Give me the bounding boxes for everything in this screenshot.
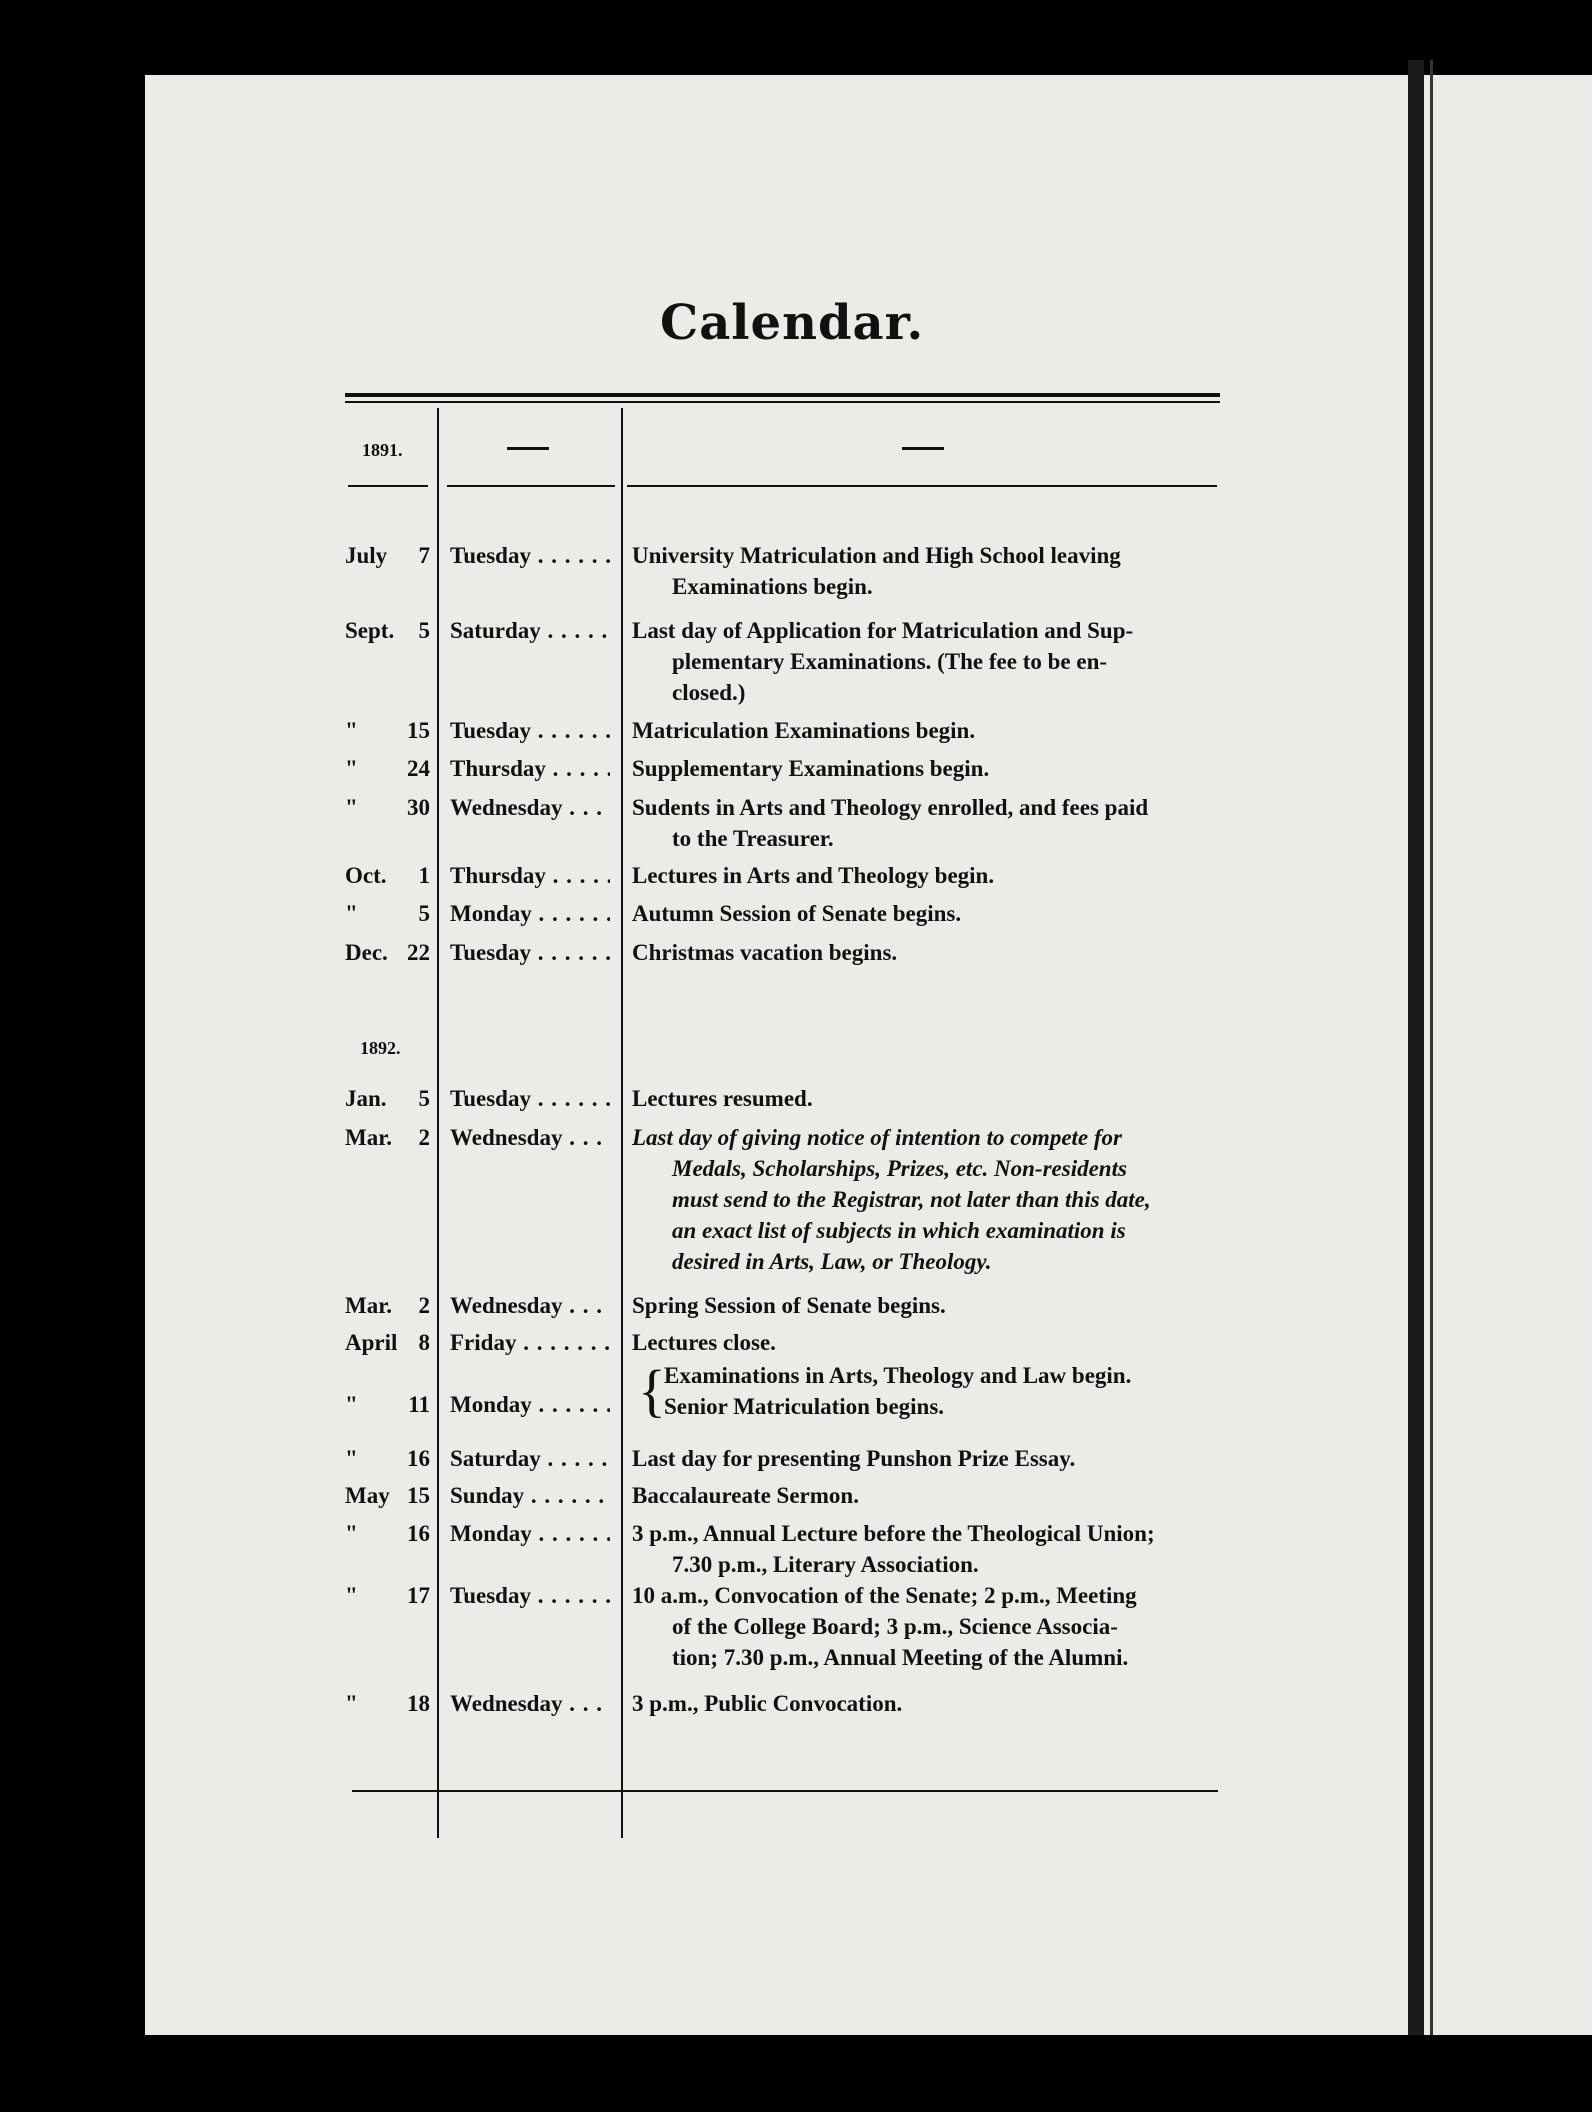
header-rule-left bbox=[348, 485, 428, 487]
entry-date bbox=[345, 753, 430, 784]
entry-month: Sept. bbox=[345, 618, 395, 643]
binding-gutter bbox=[1408, 60, 1424, 2035]
entry-day-number: 22 bbox=[407, 940, 430, 965]
entry-day-number: 30 bbox=[407, 795, 430, 820]
entry-month: Mar. bbox=[345, 1125, 393, 1150]
entry-weekday: Thursday . . . bbox=[450, 753, 610, 784]
entry-description bbox=[632, 860, 1230, 891]
entry-weekday: Wednesday . . . bbox=[450, 792, 610, 823]
entry-month: Dec. bbox=[345, 940, 388, 965]
entry-description bbox=[632, 1688, 1230, 1719]
header-rule-right bbox=[627, 485, 1217, 487]
entry-weekday: Thursday . . . bbox=[450, 860, 610, 891]
entry-description bbox=[632, 937, 1230, 968]
year-header-1892: 1892. bbox=[360, 1038, 401, 1058]
brace-glyph: { bbox=[638, 1358, 666, 1423]
header-dash-event bbox=[902, 447, 944, 450]
description-line: desired in Arts, Law, or Theology. bbox=[672, 1249, 992, 1274]
description-line: Matriculation Examinations begin. bbox=[632, 718, 976, 743]
entry-day-number: 15 bbox=[407, 1483, 430, 1508]
entry-day-number: 8 bbox=[418, 1330, 430, 1355]
entry-date bbox=[345, 1290, 430, 1321]
entry-weekday: Saturday . . . bbox=[450, 615, 610, 646]
description-line: Last day for presenting Punshon Prize Essay. bbox=[632, 1446, 1076, 1471]
description-line: Sudents in Arts and Theology enrolled, and fees paid bbox=[632, 795, 1149, 820]
description-line: Supplementary Examinations begin. bbox=[632, 756, 990, 781]
entry-month: July bbox=[345, 543, 388, 568]
entry-day-number: 2 bbox=[418, 1293, 430, 1318]
description-line: Senior Matriculation begins. bbox=[664, 1394, 945, 1419]
header-rule-mid bbox=[447, 485, 615, 487]
entry-description bbox=[632, 715, 1230, 746]
top-rule-thick bbox=[345, 393, 1220, 397]
entry-month: " bbox=[345, 756, 358, 781]
entry-description bbox=[632, 1580, 1230, 1673]
entry-description bbox=[632, 753, 1230, 784]
entry-date bbox=[345, 540, 430, 571]
description-line: Baccalaureate Sermon. bbox=[632, 1483, 859, 1508]
entry-weekday: Monday . . . bbox=[450, 898, 610, 929]
binding-edge bbox=[1430, 60, 1433, 2035]
entry-description bbox=[632, 1290, 1230, 1321]
entry-day-number: 1 bbox=[418, 863, 430, 888]
entry-month: " bbox=[345, 1521, 358, 1546]
entry-month: April bbox=[345, 1330, 398, 1355]
entry-weekday: Wednesday . . . bbox=[450, 1122, 610, 1153]
entry-day-number: 15 bbox=[407, 718, 430, 743]
entry-month: Jan. bbox=[345, 1086, 387, 1111]
description-line: an exact list of subjects in which examination is bbox=[672, 1218, 1126, 1243]
entry-description bbox=[664, 1360, 1230, 1422]
entry-day-number: 5 bbox=[418, 1086, 430, 1111]
entry-date bbox=[345, 1327, 430, 1358]
description-line: must send to the Registrar, not later than this date, bbox=[672, 1187, 1151, 1212]
entry-weekday: Monday . . . bbox=[450, 1518, 610, 1549]
description-line: Autumn Session of Senate begins. bbox=[632, 901, 962, 926]
entry-month: " bbox=[345, 1392, 358, 1417]
description-line: Medals, Scholarships, Prizes, etc. Non-residents bbox=[672, 1156, 1127, 1181]
entry-day-number: 11 bbox=[408, 1392, 430, 1417]
entry-month: " bbox=[345, 901, 358, 926]
entry-weekday: Tuesday . . . bbox=[450, 1580, 610, 1611]
description-line: Last day of giving notice of intention to compete for bbox=[632, 1125, 1122, 1150]
column-rule-2 bbox=[621, 408, 623, 1838]
entry-date bbox=[345, 792, 430, 823]
entry-description bbox=[632, 540, 1230, 602]
column-rule-1 bbox=[437, 408, 439, 1838]
entry-date bbox=[345, 1518, 430, 1549]
entry-weekday: Tuesday . . . bbox=[450, 715, 610, 746]
entry-day-number: 24 bbox=[407, 756, 430, 781]
entry-month: " bbox=[345, 1691, 358, 1716]
entry-description bbox=[632, 1480, 1230, 1511]
entry-day-number: 2 bbox=[418, 1125, 430, 1150]
entry-description bbox=[632, 792, 1230, 854]
entry-date bbox=[345, 1083, 430, 1114]
description-line: University Matriculation and High School leaving bbox=[632, 543, 1121, 568]
description-line: 10 a.m., Convocation of the Senate; 2 p.m., Meeting bbox=[632, 1583, 1137, 1608]
entry-description bbox=[632, 1083, 1230, 1114]
entry-date bbox=[345, 1480, 430, 1511]
entry-date bbox=[345, 898, 430, 929]
bottom-rule bbox=[352, 1790, 1218, 1792]
entry-date bbox=[345, 1443, 430, 1474]
entry-weekday: Monday . . . bbox=[450, 1389, 610, 1420]
description-line: plementary Examinations. (The fee to be en- bbox=[672, 649, 1108, 674]
entry-description bbox=[632, 1518, 1230, 1580]
description-line: 3 p.m., Public Convocation. bbox=[632, 1691, 903, 1716]
description-line: Lectures close. bbox=[632, 1330, 776, 1355]
entry-date bbox=[345, 715, 430, 746]
entry-day-number: 18 bbox=[407, 1691, 430, 1716]
page-title: Calendar. bbox=[660, 295, 925, 351]
entry-day-number: 17 bbox=[407, 1583, 430, 1608]
entry-month: Oct. bbox=[345, 863, 387, 888]
description-line: Lectures in Arts and Theology begin. bbox=[632, 863, 995, 888]
entry-date bbox=[345, 860, 430, 891]
description-line: 3 p.m., Annual Lecture before the Theological Union; bbox=[632, 1521, 1155, 1546]
entry-weekday: Tuesday . . . bbox=[450, 937, 610, 968]
description-line: 7.30 p.m., Literary Association. bbox=[672, 1552, 979, 1577]
entry-date bbox=[345, 1389, 430, 1420]
description-line: Examinations begin. bbox=[672, 574, 873, 599]
entry-month: " bbox=[345, 795, 358, 820]
description-line: Last day of Application for Matriculation and Sup- bbox=[632, 618, 1134, 643]
description-line: of the College Board; 3 p.m., Science Associa- bbox=[672, 1614, 1118, 1639]
entry-description bbox=[632, 1327, 1230, 1358]
entry-weekday: Sunday . . . bbox=[450, 1480, 610, 1511]
entry-weekday: Tuesday . . . bbox=[450, 1083, 610, 1114]
top-rule-thin bbox=[345, 401, 1220, 403]
entry-day-number: 16 bbox=[407, 1446, 430, 1471]
entry-day-number: 7 bbox=[418, 543, 430, 568]
description-line: to the Treasurer. bbox=[672, 826, 834, 851]
description-line: Christmas vacation begins. bbox=[632, 940, 898, 965]
description-line: Examinations in Arts, Theology and Law begin. bbox=[664, 1363, 1132, 1388]
entry-description bbox=[632, 1122, 1230, 1277]
description-line: Spring Session of Senate begins. bbox=[632, 1293, 946, 1318]
entry-month: " bbox=[345, 1583, 358, 1608]
entry-day-number: 5 bbox=[418, 618, 430, 643]
entry-date bbox=[345, 1122, 430, 1153]
entry-description bbox=[632, 1443, 1230, 1474]
entry-weekday: Saturday . . . bbox=[450, 1443, 610, 1474]
entry-day-number: 16 bbox=[407, 1521, 430, 1546]
entry-month: May bbox=[345, 1483, 390, 1508]
entry-description bbox=[632, 898, 1230, 929]
year-header-1891: 1891. bbox=[362, 440, 403, 460]
header-dash-day bbox=[507, 447, 549, 450]
entry-weekday: Tuesday . . . bbox=[450, 540, 610, 571]
entry-month: Mar. bbox=[345, 1293, 393, 1318]
entry-date bbox=[345, 1580, 430, 1611]
entry-date bbox=[345, 1688, 430, 1719]
entry-date bbox=[345, 615, 430, 646]
entry-weekday: Wednesday . . . bbox=[450, 1290, 610, 1321]
description-line: tion; 7.30 p.m., Annual Meeting of the Alumni. bbox=[672, 1645, 1129, 1670]
entry-month: " bbox=[345, 718, 358, 743]
entry-weekday: Friday . . . bbox=[450, 1327, 610, 1358]
entry-description bbox=[632, 615, 1230, 708]
description-line: closed.) bbox=[672, 680, 746, 705]
entry-weekday: Wednesday . . . bbox=[450, 1688, 610, 1719]
entry-date bbox=[345, 937, 430, 968]
entry-day-number: 5 bbox=[418, 901, 430, 926]
description-line: Lectures resumed. bbox=[632, 1086, 813, 1111]
entry-month: " bbox=[345, 1446, 358, 1471]
